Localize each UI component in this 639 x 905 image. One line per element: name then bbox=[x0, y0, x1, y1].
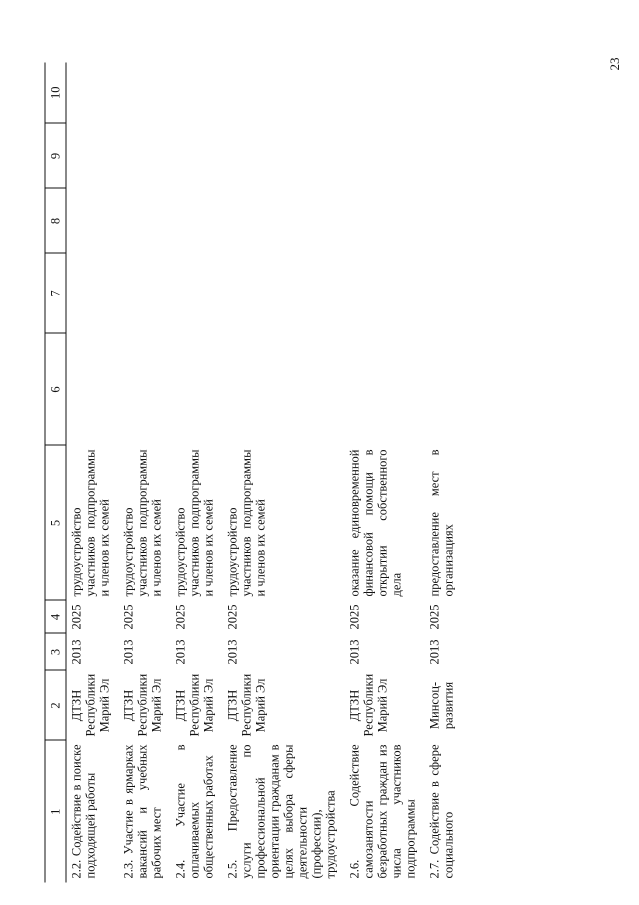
header-row bbox=[45, 62, 66, 882]
empty-cell bbox=[171, 123, 223, 188]
expected-result: трудоустройство участников подпрограммы и членов их семей bbox=[69, 449, 112, 596]
table-row bbox=[119, 62, 171, 882]
end-year: 2025 bbox=[69, 604, 84, 629]
end-year: 2025 bbox=[225, 604, 240, 629]
empty-cell bbox=[345, 253, 425, 333]
expected-result: трудоустройство участников подпрограммы и членов их семей bbox=[121, 449, 164, 596]
page-number: 23 bbox=[607, 57, 622, 71]
program-activities-table bbox=[45, 62, 463, 882]
empty-cell bbox=[425, 188, 463, 253]
empty-cell bbox=[223, 188, 345, 253]
empty-cell bbox=[425, 333, 463, 445]
end-year: 2025 bbox=[121, 604, 136, 629]
col-header-6: 6 bbox=[45, 333, 66, 445]
activity-name: 2.3. Участие в ярмарках вакансий и учебных рабочих мест bbox=[121, 744, 164, 878]
empty-cell bbox=[119, 333, 171, 445]
empty-cell bbox=[171, 333, 223, 445]
end-year: 2025 bbox=[347, 604, 362, 629]
start-year: 2013 bbox=[69, 639, 84, 664]
empty-cell bbox=[223, 62, 345, 123]
empty-cell bbox=[425, 123, 463, 188]
rotated-table-container bbox=[45, 62, 590, 882]
empty-cell bbox=[223, 123, 345, 188]
col-header-1: 1 bbox=[45, 740, 66, 882]
empty-cell bbox=[119, 188, 171, 253]
table-row bbox=[425, 62, 463, 882]
empty-cell bbox=[119, 123, 171, 188]
empty-cell bbox=[425, 253, 463, 333]
empty-cell bbox=[171, 62, 223, 123]
executor: ДТЗН Республики Марий Эл bbox=[347, 673, 390, 736]
empty-cell bbox=[171, 188, 223, 253]
col-header-7: 7 bbox=[45, 253, 66, 333]
empty-cell bbox=[345, 123, 425, 188]
executor: Минсоц-развития bbox=[427, 681, 456, 729]
expected-result: оказание единовременной финансовой помощи в открытии собственного дела bbox=[347, 449, 404, 596]
col-header-8: 8 bbox=[45, 188, 66, 253]
col-header-9: 9 bbox=[45, 123, 66, 188]
table-row bbox=[345, 62, 425, 882]
empty-cell bbox=[171, 253, 223, 333]
executor: ДТЗН Республики Марий Эл bbox=[69, 673, 112, 736]
empty-cell bbox=[223, 333, 345, 445]
start-year: 2013 bbox=[173, 639, 188, 664]
col-header-4: 4 bbox=[45, 600, 66, 633]
activity-name: 2.7. Содействие в сфере социального bbox=[427, 744, 456, 878]
empty-cell bbox=[66, 123, 119, 188]
col-header-2: 2 bbox=[45, 670, 66, 740]
expected-result: трудоустройство участников подпрограммы и членов их семей bbox=[173, 449, 216, 596]
empty-cell bbox=[345, 333, 425, 445]
table-row bbox=[171, 62, 223, 882]
col-header-5: 5 bbox=[45, 445, 66, 600]
executor: ДТЗН Республики Марий Эл bbox=[121, 673, 164, 736]
activity-name: 2.4. Участие в оплачиваемых общественных работах bbox=[173, 744, 216, 878]
table-row bbox=[223, 62, 345, 882]
empty-cell bbox=[119, 62, 171, 123]
empty-cell bbox=[66, 333, 119, 445]
end-year: 2025 bbox=[173, 604, 188, 629]
activity-name: 2.2. Содействие в поиске подходящей работы bbox=[69, 744, 98, 878]
table-row bbox=[66, 62, 119, 882]
activity-name: 2.5. Предоставление услуги по профессиональной ориентации гражданам в целях выбора сферы деятельности (профессии), трудоустройства bbox=[225, 744, 338, 878]
empty-cell bbox=[223, 253, 345, 333]
expected-result: трудоустройство участников подпрограммы и членов их семей bbox=[225, 449, 268, 596]
empty-cell bbox=[425, 62, 463, 123]
empty-cell bbox=[66, 188, 119, 253]
col-header-3: 3 bbox=[45, 633, 66, 670]
empty-cell bbox=[66, 62, 119, 123]
expected-result: предоставление мест в организациях bbox=[427, 449, 456, 596]
end-year: 2025 bbox=[427, 604, 442, 629]
empty-cell bbox=[66, 253, 119, 333]
start-year: 2013 bbox=[347, 639, 362, 664]
start-year: 2013 bbox=[427, 639, 442, 664]
executor: ДТЗН Республики Марий Эл bbox=[225, 673, 268, 736]
empty-cell bbox=[119, 253, 171, 333]
empty-cell bbox=[345, 62, 425, 123]
col-header-10: 10 bbox=[45, 62, 66, 123]
start-year: 2013 bbox=[225, 639, 240, 664]
empty-cell bbox=[345, 188, 425, 253]
start-year: 2013 bbox=[121, 639, 136, 664]
activity-name: 2.6. Содействие самозанятости безработных граждан из числа участников подпрограммы bbox=[347, 744, 418, 878]
executor: ДТЗН Республики Марий Эл bbox=[173, 673, 216, 736]
